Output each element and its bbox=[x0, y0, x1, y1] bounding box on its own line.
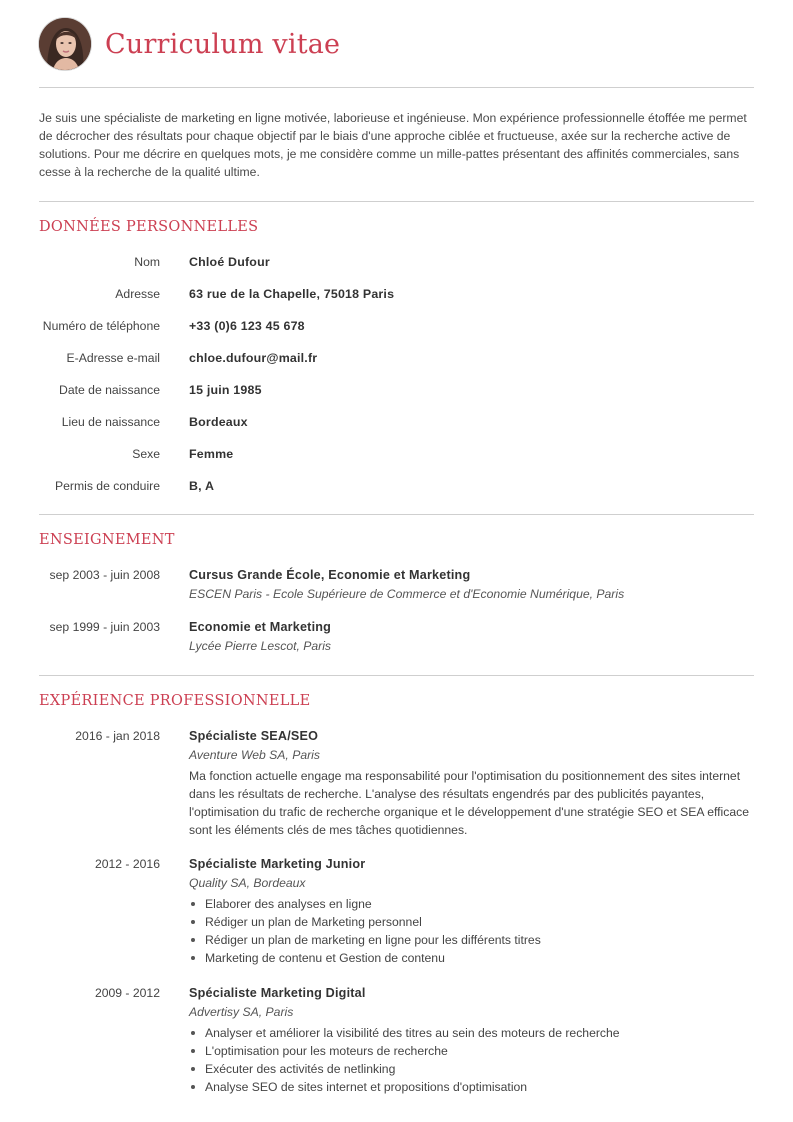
entry-institution: Lycée Pierre Lescot, Paris bbox=[189, 639, 332, 653]
field-label: Permis de conduire bbox=[55, 479, 160, 493]
entry-institution: ESCEN Paris - Ecole Supérieure de Commerce et d'Economie Numérique, Paris bbox=[189, 587, 625, 601]
entry-body bbox=[189, 727, 754, 839]
list-item: Analyser et améliorer la visibilité des titres au sein des moteurs de recherche bbox=[189, 1024, 754, 1042]
entry-date: 2016 - jan 2018 bbox=[75, 729, 160, 743]
portrait-icon bbox=[39, 18, 91, 70]
entry-body bbox=[189, 618, 754, 656]
field-value: 63 rue de la Chapelle, 75018 Paris bbox=[189, 287, 395, 301]
divider bbox=[39, 87, 754, 88]
field-value: Bordeaux bbox=[189, 415, 248, 429]
entry-title: Economie et Marketing bbox=[189, 620, 332, 634]
entry-date: 2009 - 2012 bbox=[94, 986, 160, 1000]
list-item: Exécuter des activités de netlinking bbox=[189, 1060, 754, 1078]
entry-company: Quality SA, Bordeaux bbox=[189, 876, 306, 890]
personal-row bbox=[39, 348, 754, 368]
entry-company: Advertisy SA, Paris bbox=[189, 1005, 294, 1019]
field-value: B, A bbox=[189, 479, 215, 493]
section-title-personal: DONNÉES PERSONNELLES bbox=[39, 219, 259, 235]
personal-row bbox=[39, 476, 754, 496]
task-list bbox=[189, 1024, 754, 1096]
avatar bbox=[39, 18, 91, 70]
personal-row bbox=[39, 380, 754, 400]
entry-date: 2012 - 2016 bbox=[94, 857, 160, 871]
field-value: Chloé Dufour bbox=[189, 255, 270, 269]
entry-description: Ma fonction actuelle engage ma responsabilité pour l'optimisation du positionnement des sites internet dans les résultats de recherche. L'analyse des résultats engendrés par des publicités payantes, l'optimisation du trafic de recherche organique et le développement d'une stratégie SEO et SEA efficace sont les éléments clés de mes tâches quotidiennes. bbox=[189, 769, 749, 837]
entry-company: Aventure Web SA, Paris bbox=[189, 748, 320, 762]
personal-row bbox=[39, 316, 754, 336]
section-title-experience: EXPÉRIENCE PROFESSIONNELLE bbox=[39, 693, 311, 709]
entry-title: Spécialiste Marketing Junior bbox=[189, 857, 366, 871]
personal-row bbox=[39, 284, 754, 304]
entry-title: Spécialiste Marketing Digital bbox=[189, 986, 366, 1000]
field-label: Date de naissance bbox=[59, 383, 160, 397]
field-label: Lieu de naissance bbox=[61, 415, 160, 429]
field-label: E-Adresse e-mail bbox=[66, 351, 160, 365]
divider bbox=[39, 675, 754, 676]
entry-title: Spécialiste SEA/SEO bbox=[189, 729, 319, 743]
field-value: Femme bbox=[189, 447, 234, 461]
entry-date: sep 2003 - juin 2008 bbox=[49, 568, 160, 582]
personal-row bbox=[39, 412, 754, 432]
field-value: +33 (0)6 123 45 678 bbox=[189, 319, 305, 333]
entry-date: sep 1999 - juin 2003 bbox=[49, 620, 160, 634]
list-item: Marketing de contenu et Gestion de contenu bbox=[189, 949, 754, 967]
list-item: L'optimisation pour les moteurs de recherche bbox=[189, 1042, 754, 1060]
field-value: 15 juin 1985 bbox=[189, 383, 262, 397]
entry-body bbox=[189, 566, 754, 604]
section-title-education: ENSEIGNEMENT bbox=[39, 532, 175, 548]
list-item: Rédiger un plan de Marketing personnel bbox=[189, 913, 754, 931]
divider bbox=[39, 514, 754, 515]
field-label: Sexe bbox=[132, 447, 160, 461]
personal-row bbox=[39, 444, 754, 464]
field-label: Adresse bbox=[115, 287, 160, 301]
field-value: chloe.dufour@mail.fr bbox=[189, 351, 318, 365]
cv-header bbox=[39, 18, 340, 70]
field-label: Nom bbox=[134, 255, 160, 269]
personal-row bbox=[39, 252, 754, 272]
intro-paragraph: Je suis une spécialiste de marketing en ligne motivée, laborieuse et ingénieuse. Mon expérience professionnelle étoffée me permet de décrocher des résultats pour chaque objectif par le biais d'une approche ciblée et fructueuse, axée sur la recherche active de solutions. Pour me décrire en quelques mots, je me considère comme un mille-pattes présentant des affinités commerciales, sans cesse à la recherche de la qualité ultime. bbox=[39, 111, 747, 179]
entry-body bbox=[189, 855, 754, 967]
page-title: Curriculum vitae bbox=[105, 28, 341, 60]
list-item: Analyse SEO de sites internet et propositions d'optimisation bbox=[189, 1078, 754, 1096]
divider bbox=[39, 201, 754, 202]
list-item: Elaborer des analyses en ligne bbox=[189, 895, 754, 913]
entry-title: Cursus Grande École, Economie et Marketing bbox=[189, 568, 471, 582]
field-label: Numéro de téléphone bbox=[42, 319, 160, 333]
entry-body bbox=[189, 984, 754, 1096]
list-item: Rédiger un plan de marketing en ligne pour les différents titres bbox=[189, 931, 754, 949]
task-list bbox=[189, 895, 754, 967]
